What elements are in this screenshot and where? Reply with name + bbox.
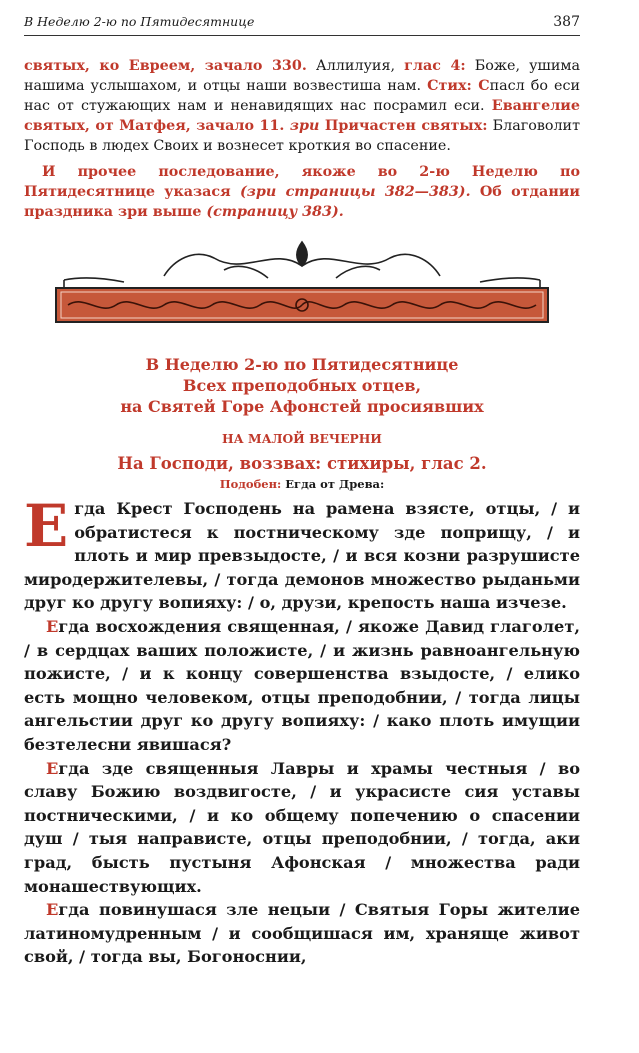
page-number: 387 xyxy=(553,14,580,30)
heading-line-2: Всех преподобных отцев, xyxy=(182,376,422,395)
sticheron xyxy=(24,757,580,899)
sticheron xyxy=(24,492,580,615)
sticheron xyxy=(24,898,580,969)
heading-line-1: В Неделю 2-ю по Пятидесятнице xyxy=(145,355,459,374)
drop-cap: Е xyxy=(24,492,69,560)
initial-letter: Е xyxy=(46,616,59,636)
decorative-headpiece xyxy=(24,236,580,336)
alleluia-text: Аллилуия, xyxy=(306,58,405,74)
initial-letter: Е xyxy=(46,758,59,778)
sticheron-text: гда восхождения священная, / якоже Давид глаголет, / в сердцах ваших положисте, / и жизнь равноангельную пожисте, / и к концу совершенства взыдосте, / елико есть мощно человеком, отцы преподобнии, / тогда лицы ангельстии друг ко другу вопияху: / како плоть имущии безтелесни явишася? xyxy=(24,616,580,754)
initial-letter: Е xyxy=(46,900,59,920)
rubric-note xyxy=(24,162,580,222)
feast-heading xyxy=(24,354,580,417)
stichera-title xyxy=(24,454,580,473)
podoben-line xyxy=(24,477,580,491)
sticheron-text: гда Крест Господень на рамена взясте, отцы, / и обратистеся к постническому зде поприщу, / и плоть и мир превзыдосте, / и вся козни разрушисте миродержителевы, / тогда демонов множество рыданьми друг ко другу вопияху: / о, друзи, крепость наша изчезе. xyxy=(24,499,580,613)
gospel-see: зри xyxy=(289,118,320,134)
verse-label: Стих: С xyxy=(427,78,490,94)
tone-label: глас 4: xyxy=(404,58,466,74)
rubric-text-2: Об отдании праздника зри выше xyxy=(24,184,580,220)
stichera-body xyxy=(24,492,580,969)
podoben-text: Егда от Древа: xyxy=(285,477,385,491)
sticheron xyxy=(24,615,580,757)
readings-paragraph xyxy=(24,56,580,156)
communion-text: Благоволит Господь в людех Своих и вознесет кроткия во спасение. xyxy=(24,118,580,154)
rubric-ref-1: (зри страницы 382—383). xyxy=(240,184,471,200)
running-title: В Неделю 2-ю по Пятидесятнице xyxy=(24,14,255,29)
epistle-reference: святых, ко Евреем, зачало 330. xyxy=(24,58,307,74)
readings-block xyxy=(24,56,580,222)
stichera-incipit: На Господи, воззвах: xyxy=(117,454,328,473)
alleluia-verse: Боже, ушима нашима услышахом, и отцы наши возвестиша нам. xyxy=(24,58,580,94)
page-header xyxy=(24,14,580,36)
service-title: НА МАЛОЙ ВЕЧЕРНИ xyxy=(222,431,382,446)
book-page xyxy=(24,14,580,969)
gospel-reference: Евангелие святых, от Матфея, зачало 11. xyxy=(24,98,580,134)
rubric-ref-2: (страницу 383). xyxy=(206,204,344,220)
sticheron-text: гда зде священныя Лавры и храмы честныя / во славу Божию воздвигосте, / и украсисте сия уставы постническими, / и ко общему попечению о спасении душ / тыя направисте, отцы преподобнии, / тогда, аки град, бысть пустыня Афонская / множества ради монашествующих. xyxy=(24,758,580,896)
sticheron-text: гда повинушася зле нецыи / Святыя Горы жителие латиномудренным / и сообщишася им, храняще живот свой, / тогда вы, Богоноснии, xyxy=(24,900,580,967)
heading-line-3: на Святей Горе Афонстей просиявших xyxy=(120,397,484,416)
verse-text: пасл бо еси нас от стужающих нам и ненавидящих нас посрамил еси. xyxy=(24,78,581,114)
podoben-label: Подобен: xyxy=(219,477,286,491)
communion-label: Причастен святых: xyxy=(319,118,488,134)
rubric-text-1: И прочее последование, якоже во 2-ю Неделю по Пятидесятнице указася xyxy=(24,164,580,200)
stichera-tone: стихиры, глас 2. xyxy=(327,454,487,473)
